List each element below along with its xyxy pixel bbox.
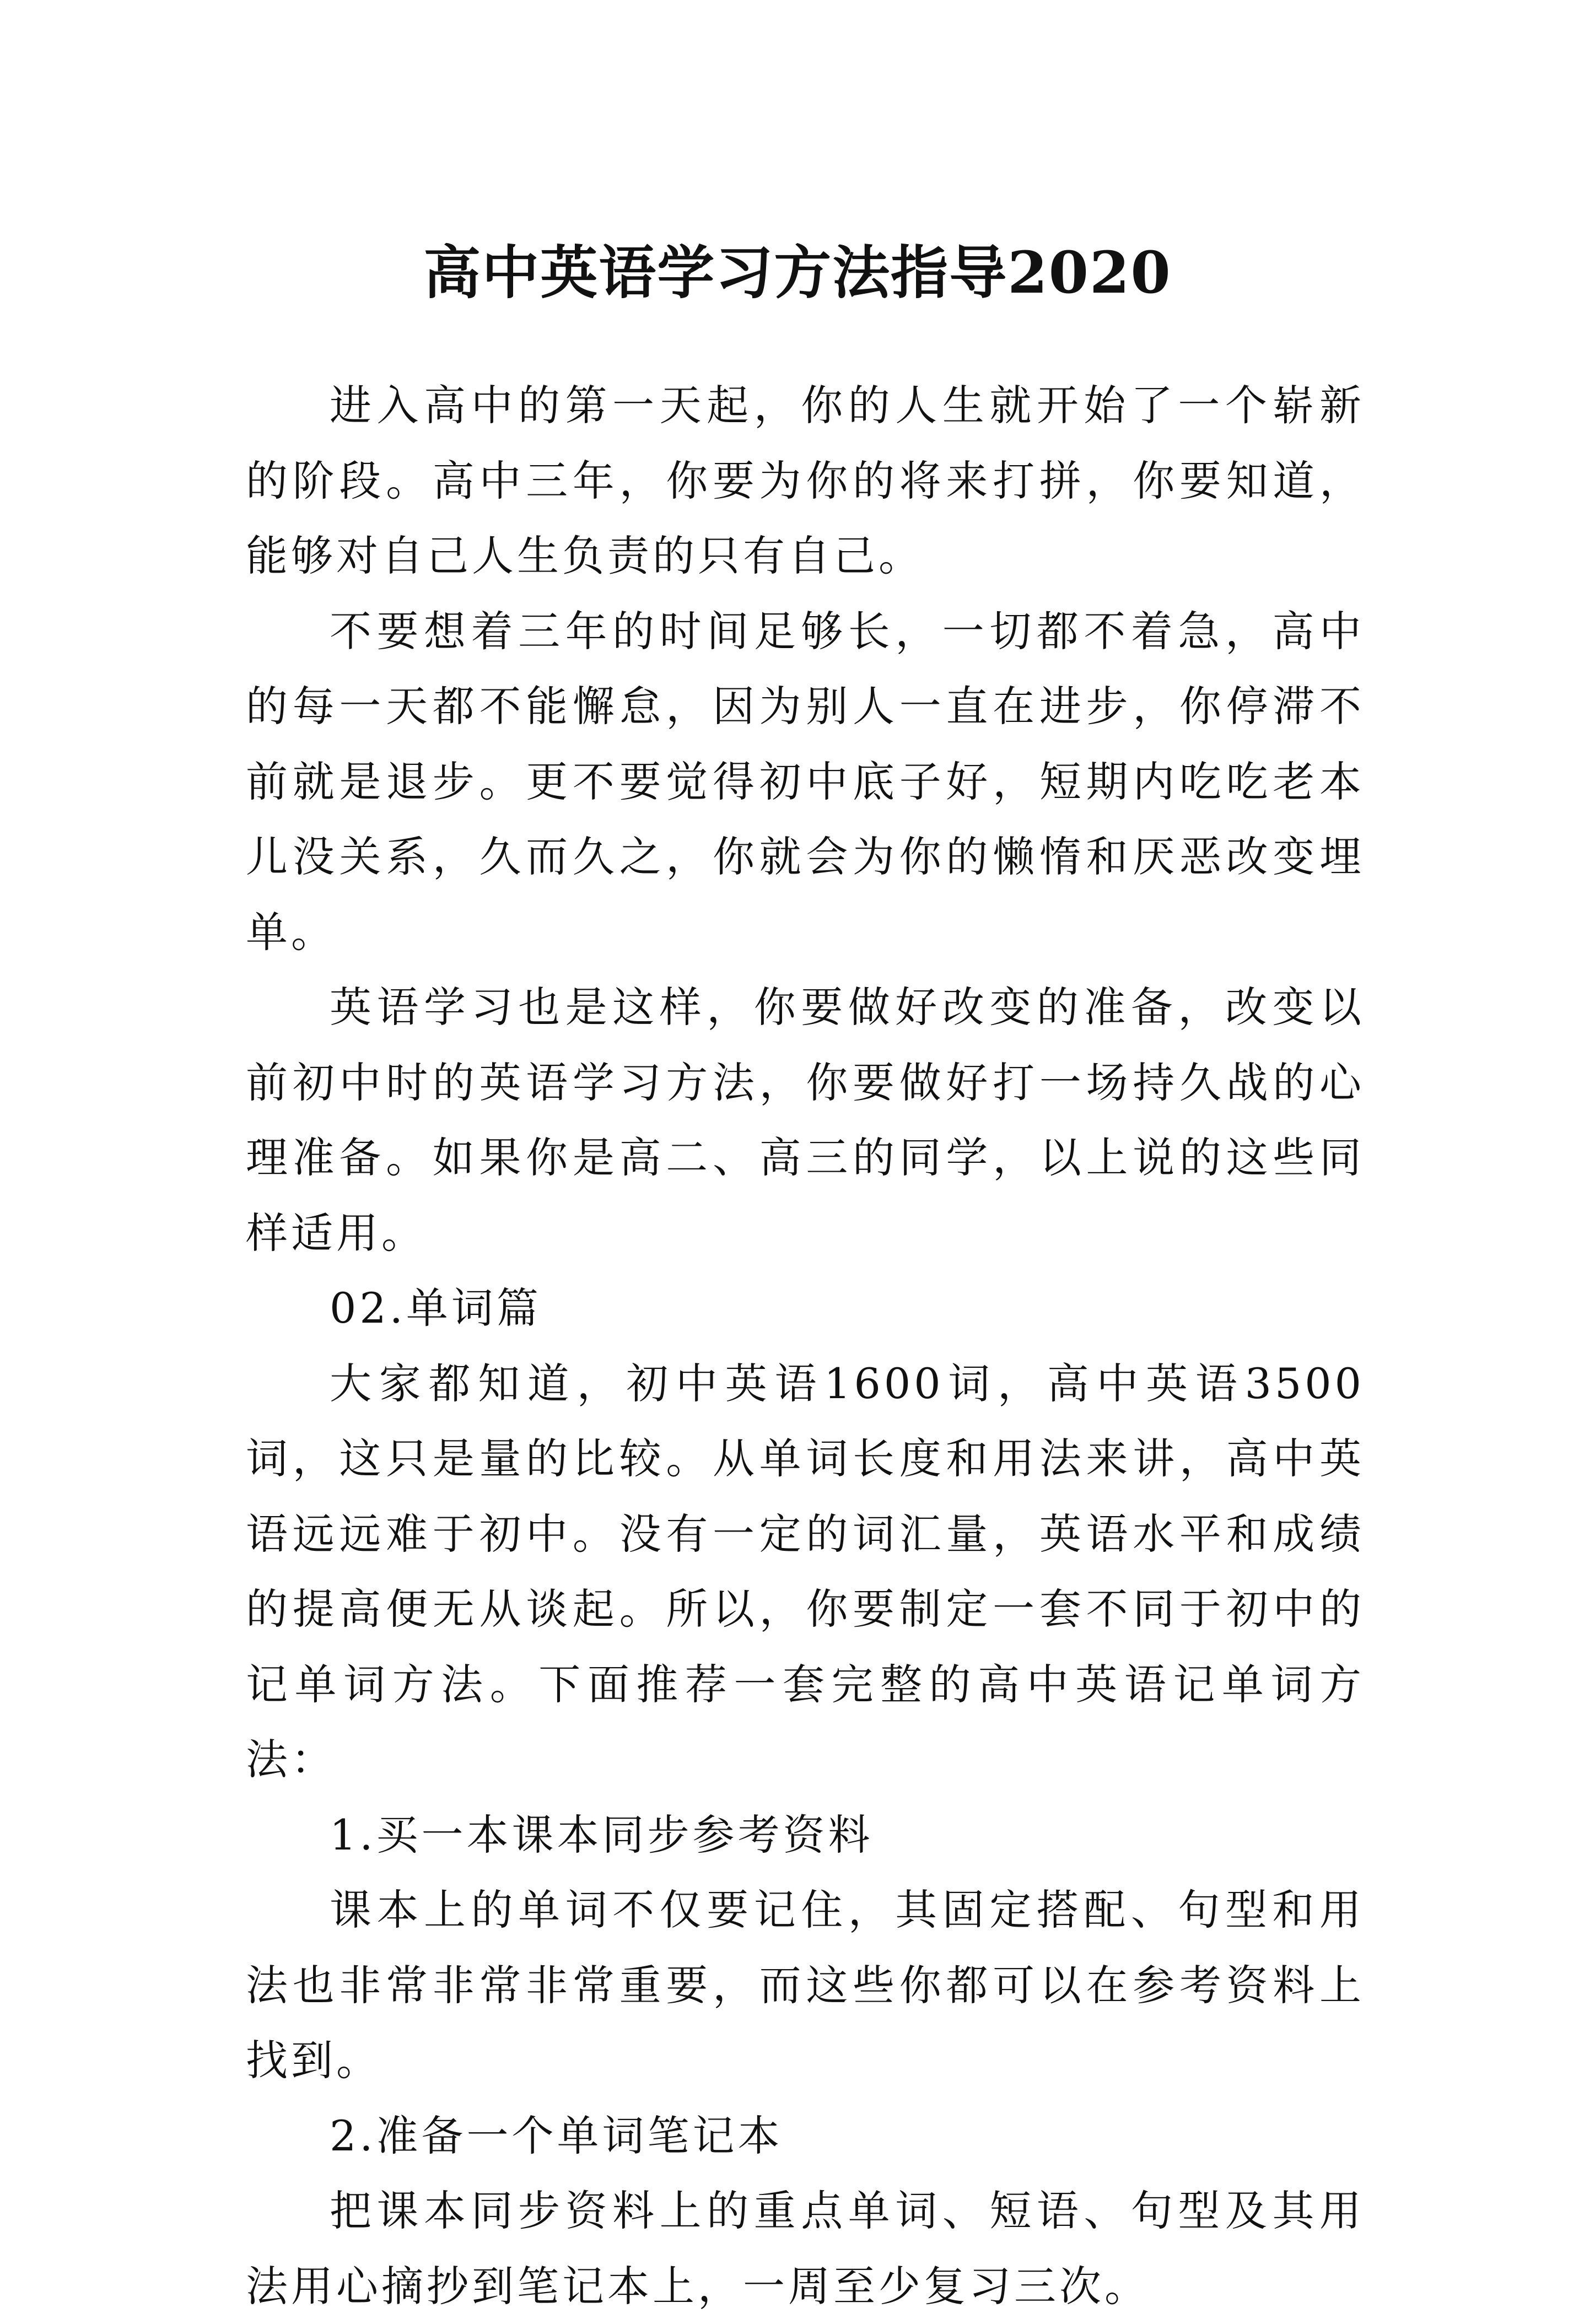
paragraph-notebook: 把课本同步资料上的重点单词、短语、句型及其用法用心摘抄到笔记本上，一周至少复习三次。 [246, 2186, 1365, 2311]
document-body [246, 368, 1365, 2324]
list-item-heading-1: 1.买一本课本同步参考资料 [330, 1810, 874, 1859]
paragraph-english-change: 英语学习也是这样，你要做好改变的准备，改变以前初中时的英语学习方法，你要做好打一场持久战的心理准备。如果你是高二、高三的同学，以上说的这些同样适用。 [246, 983, 1365, 1258]
paragraph-reference-material: 课本上的单词不仅要记住，其固定搭配、句型和用法也非常非常非常重要，而这些你都可以在参考资料上找到。 [246, 1885, 1365, 2085]
list-item-heading-2: 2.准备一个单词笔记本 [330, 2111, 783, 2160]
section-heading-vocabulary: 02.单词篇 [330, 1284, 542, 1333]
paragraph-vocabulary-size: 大家都知道，初中英语1600词，高中英语3500词，这只是量的比较。从单词长度和用法来讲，高中英语远远难于初中。没有一定的词汇量，英语水平和成绩的提高便无从谈起。所以，你要制定一套不同于初中的记单词方法。下面推荐一套完整的高中英语记单词方法： [246, 1358, 1365, 1784]
paragraph-intro: 进入高中的第一天起，你的人生就开始了一个崭新的阶段。高中三年，你要为你的将来打拼，你要知道，能够对自己人生负责的只有自己。 [246, 381, 1365, 580]
paragraph-no-slacking: 不要想着三年的时间足够长，一切都不着急，高中的每一天都不能懈怠，因为别人一直在进步，你停滞不前就是退步。更不要觉得初中底子好，短期内吃吃老本儿没关系，久而久之，你就会为你的懒惰和厌恶改变埋单。 [246, 606, 1365, 957]
document-title: 高中英语学习方法指导2020 [423, 238, 1172, 306]
